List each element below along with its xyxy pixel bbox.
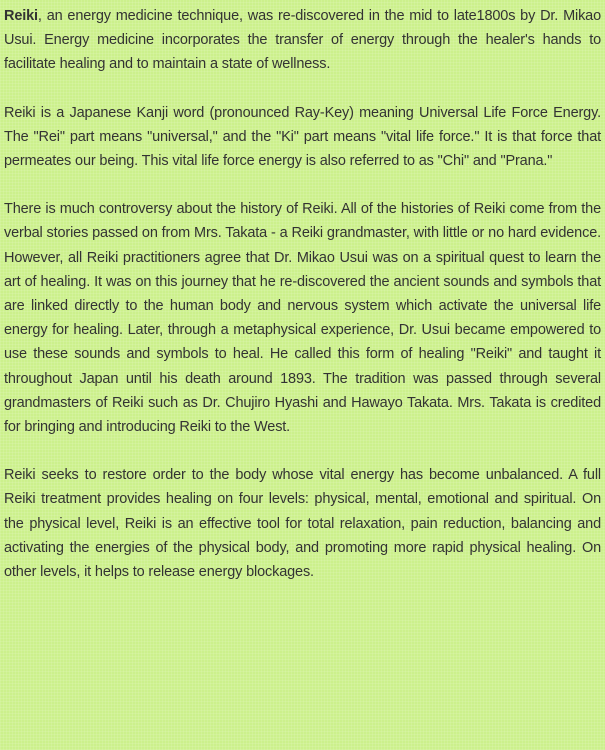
paragraph-benefits: Reiki seeks to restore order to the body whose vital energy has become unbalanced. A full Reiki treatment provides healing on four levels: physical, mental, emotional and spiritual. On the physical level, Reiki is an effective tool for total relaxation, pain reduction, balancing and activating the energies of the physical body, and promoting more rapid physical healing. On other levels, it helps to release energy blockages. xyxy=(4,467,601,581)
paragraph-intro xyxy=(4,4,601,77)
paragraph-meaning: Reiki is a Japanese Kanji word (pronounced Ray-Key) meaning Universal Life Force Energy. The "Rei" part means "universal," and the "Ki" part means "vital life force." It is that force that permeates our being. This vital life force energy is also referred to as "Chi" and "Prana." xyxy=(4,104,601,170)
article-body xyxy=(4,4,601,584)
lead-term: Reiki xyxy=(4,8,38,24)
paragraph-intro-text: , an energy medicine technique, was re-discovered in the mid to late1800s by Dr. Mikao Usui. Energy medicine incorporates the transfer of energy through the healer's hands to facilitate healing and to maintain a state of wellness. xyxy=(4,8,601,73)
paragraph-history: There is much controversy about the history of Reiki. All of the histories of Reiki come from the verbal stories passed on from Mrs. Takata - a Reiki grandmaster, with little or no hard evidence. However, all Reiki practitioners agree that Dr. Mikao Usui was on a spiritual quest to learn the art of healing. It was on this journey that he re-discovered the ancient sounds and symbols that are linked directly to the human body and nervous system which activate the universal life energy for healing. Later, through a metaphysical experience, Dr. Usui became empowered to use these sounds and symbols to heal. He called this form of healing "Reiki" and taught it throughout Japan until his death around 1893. The tradition was passed through several grandmasters of Reiki such as Dr. Chujiro Hyashi and Hawayo Takata. Mrs. Takata is credited for bringing and introducing Reiki to the West. xyxy=(4,201,601,436)
